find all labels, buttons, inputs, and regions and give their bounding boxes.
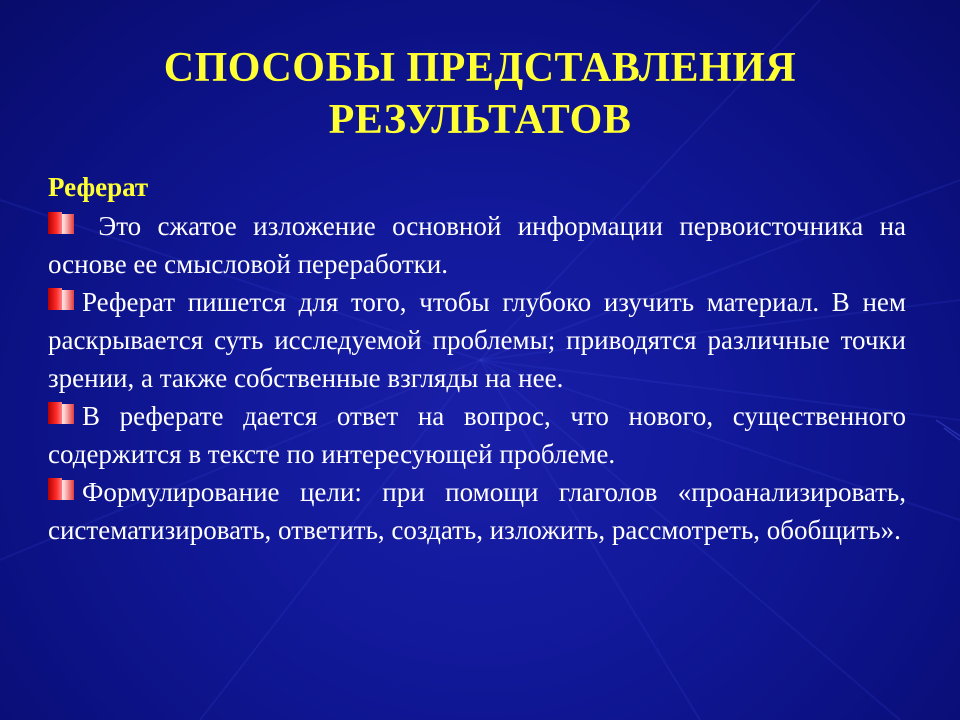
red-square-bullet-icon — [48, 478, 74, 504]
slide-title — [0, 42, 960, 146]
bullet-item-2 — [48, 283, 906, 397]
bullet-item-1 — [48, 207, 906, 283]
slide-title-line-2: РЕЗУЛЬТАТОВ — [328, 97, 632, 143]
bullet-item-4 — [48, 473, 906, 549]
bullet-text-1: Это сжатое изложение основной информации первоисточника на основе ее смысловой переработки. — [48, 211, 906, 279]
slide-title-line-1: СПОСОБЫ ПРЕДСТАВЛЕНИЯ — [163, 45, 797, 91]
slide-content — [48, 168, 906, 549]
bullet-item-3 — [48, 397, 906, 473]
bullet-text-4: Формулирование цели: при помощи глаголов «проанализировать, систематизировать, ответить, создать, изложить, рассмотреть, обобщить». — [48, 477, 906, 545]
red-square-bullet-icon — [48, 402, 74, 428]
red-square-bullet-icon — [48, 212, 74, 238]
section-subheading: Реферат — [48, 172, 149, 202]
bullet-text-3: В реферате дается ответ на вопрос, что нового, существенного содержится в тексте по интересующей проблеме. — [48, 401, 906, 469]
bullet-text-2: Реферат пишется для того, чтобы глубоко изучить материал. В нем раскрывается суть исследуемой проблемы; приводятся различные точки зрении, а также собственные взгляды на нее. — [48, 287, 906, 393]
red-square-bullet-icon — [48, 288, 74, 314]
